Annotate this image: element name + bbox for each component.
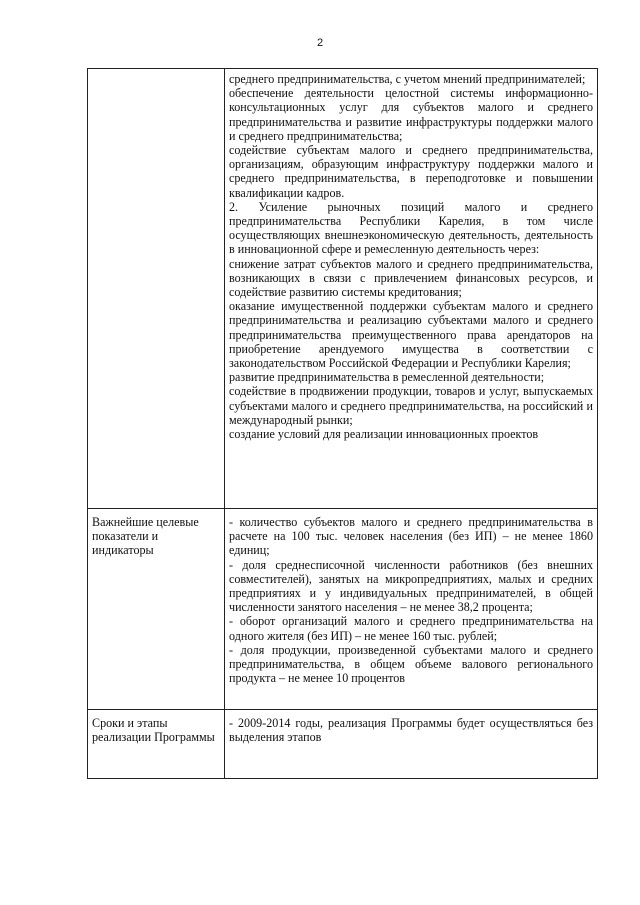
content-paragraph: среднего предпринимательства, с учетом мнений предпринимателей;: [229, 72, 586, 86]
content-paragraph: развитие предпринимательства в ремесленной деятельности;: [229, 370, 545, 385]
content-paragraph: создание условий для реализации инновационных проектов: [229, 427, 539, 442]
content-paragraph: снижение затрат субъектов малого и среднего предпринимательства, возникающих в связи с привлечением финансовых ресурсов, и содействие развитию системы кредитования;: [229, 256, 593, 300]
row-content: [225, 69, 598, 509]
content-paragraph: оказание имущественной поддержки субъектам малого и среднего предпринимательства и реализацию субъектами малого и среднего предпринимательства преимущественного права арендаторов на приобретение арендуемого имущества в соответствии с законодательством Российской Федерации и Республики Карелия;: [229, 299, 593, 371]
row-label: Сроки и этапы реализации Программы: [88, 710, 225, 779]
row-label: [88, 69, 225, 509]
content-paragraph: - количество субъектов малого и среднего предпринимательства в расчете на 100 тыс. человек населения (без ИП) – не менее 1860 единиц;: [229, 515, 593, 558]
row-label: Важнейшие целевые показатели и индикаторы: [88, 509, 225, 710]
table-row: [88, 710, 598, 779]
content-paragraph: обеспечение деятельности целостной системы информационно-консультационных услуг для субъектов малого и среднего предпринимательства и развитие инфраструктуры поддержки малого и среднего предпринимательства;: [229, 86, 593, 143]
content-paragraph: содействие субъектам малого и среднего предпринимательства, организациям, образующим инфраструктуру поддержки малого и среднего предпринимательства, в переподготовке и повышении квалификации кадров.: [229, 143, 593, 200]
page-number: 2: [316, 37, 324, 49]
row-content: [225, 509, 598, 710]
content-paragraph: содействие в продвижении продукции, товаров и услуг, выпускаемых субъектами малого и среднего предпринимательства, на российский и международный рынки;: [229, 384, 593, 427]
row-content: [225, 710, 598, 779]
table-row: [88, 509, 598, 710]
content-paragraph: - оборот организаций малого и среднего предпринимательства на одного жителя (без ИП) – не менее 160 тыс. рублей;: [229, 614, 593, 643]
table-row: [88, 69, 598, 509]
content-paragraph: - доля продукции, произведенной субъектами малого и среднего предпринимательства, в общем объеме валового регионального продукта – не менее 10 процентов: [229, 642, 593, 686]
content-paragraph: - 2009-2014 годы, реализация Программы будет осуществляться без выделения этапов: [229, 716, 593, 745]
content-paragraph: 2. Усиление рыночных позиций малого и среднего предпринимательства Республики Карелия, в том числе осуществляющих внешнеэкономическую деятельность, деятельность в инновационной сфере и ремесленную деятельность через:: [229, 199, 593, 257]
content-paragraph: - доля среднесписочной численности работников (без внешних совместителей), занятых на микропредприятиях, малых и средних предприятиях и у индивидуальных предпринимателей, в общей численности занятого населения – не менее 38,2 процента;: [229, 557, 593, 615]
passport-table: [87, 68, 598, 779]
